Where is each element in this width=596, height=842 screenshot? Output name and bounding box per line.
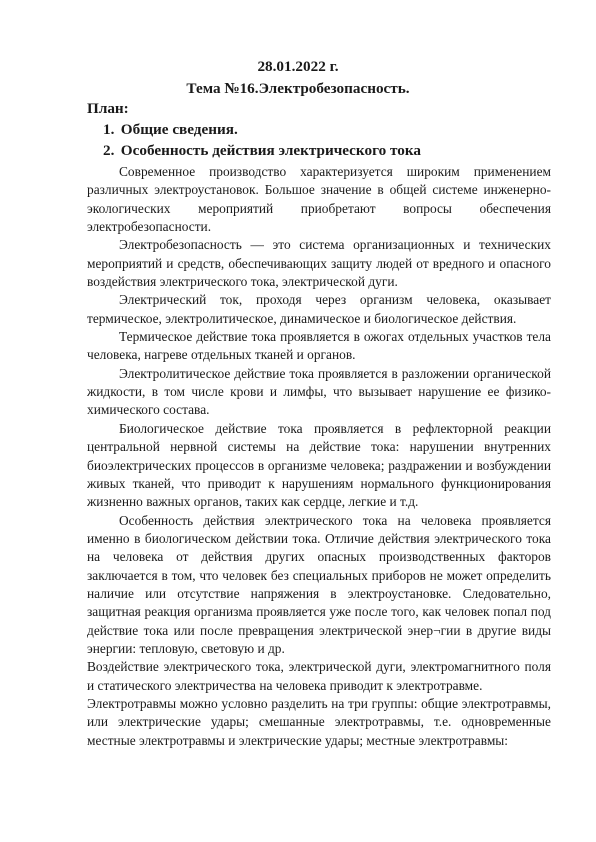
paragraph: Электротравмы можно условно разделить на три группы: общие электротравмы, или электрические удары; смешанные электротравмы, т.е. одновременные местные электротравмы и электрические удары; местные электротравмы: xyxy=(87,695,551,748)
paragraph: Электролитическое действие тока проявляется в разложении органической жидкости, в том числе крови и лимфы, что вызывает нарушение ее физико-химического состава. xyxy=(87,365,551,418)
paragraph: Термическое действие тока проявляется в ожогах отдельных участков тела человека, нагреве отдельных тканей и органов. xyxy=(87,329,551,363)
plan-item-text: Особенность действия электрического тока xyxy=(120,142,421,159)
paragraph: Электрический ток, проходя через организм человека, оказывает термическое, электролитическое, динамическое и биологическое действия. xyxy=(87,292,551,326)
paragraph: Электробезопасность — это система организационных и технических мероприятий и средств, обеспечивающих защиту людей от вредного и опасного воздействия электрического тока, электрической дуги. xyxy=(87,237,551,290)
plan-item-number: 2. xyxy=(103,142,115,159)
paragraph: Особенность действия электрического тока на человека проявляется именно в биологическом действии тока. Отличие действия электрического тока на человека от действия других опасных производственных факторов заключается в том, что человек без специальных приборов не может определить наличие или отсутствие напряжения в электроустановке. Следовательно, защитная реакция организма проявляется уже после того, как человек попал под действие тока или после превращения электрической энер¬гии в другие виды энергии: тепловую, световую и др. xyxy=(87,512,551,656)
document-title: Тема №16.Электробезопасность. xyxy=(186,80,410,97)
plan-item xyxy=(103,142,421,160)
plan-item xyxy=(103,121,238,139)
plan-label: План: xyxy=(87,100,129,117)
plan-item-number: 1. xyxy=(103,121,115,138)
paragraph: Современное производство характеризуется широким применением различных электроустановок. Большое значение в общей системе инженерно-экологических мероприятий приобретают вопросы обеспечения электробезопасности. xyxy=(87,164,551,235)
document-date: 28.01.2022 г. xyxy=(257,58,339,75)
plan-item-text: Общие сведения. xyxy=(120,121,238,138)
paragraph: Воздействие электрического тока, электрической дуги, электромагнитного поля и статического электричества на человека приводит к электротравме. xyxy=(87,659,551,693)
paragraph: Биологическое действие тока проявляется в рефлекторной реакции центральной нервной системы на действие тока: нарушении внутренних биоэлектрических процессов в организме человека; раздражении и возбуждении живых тканей, что приводит к нарушениям нормального функционирования жизненно важных органов, таких как сердце, легкие и т.д. xyxy=(87,420,551,510)
body-text xyxy=(87,163,551,750)
